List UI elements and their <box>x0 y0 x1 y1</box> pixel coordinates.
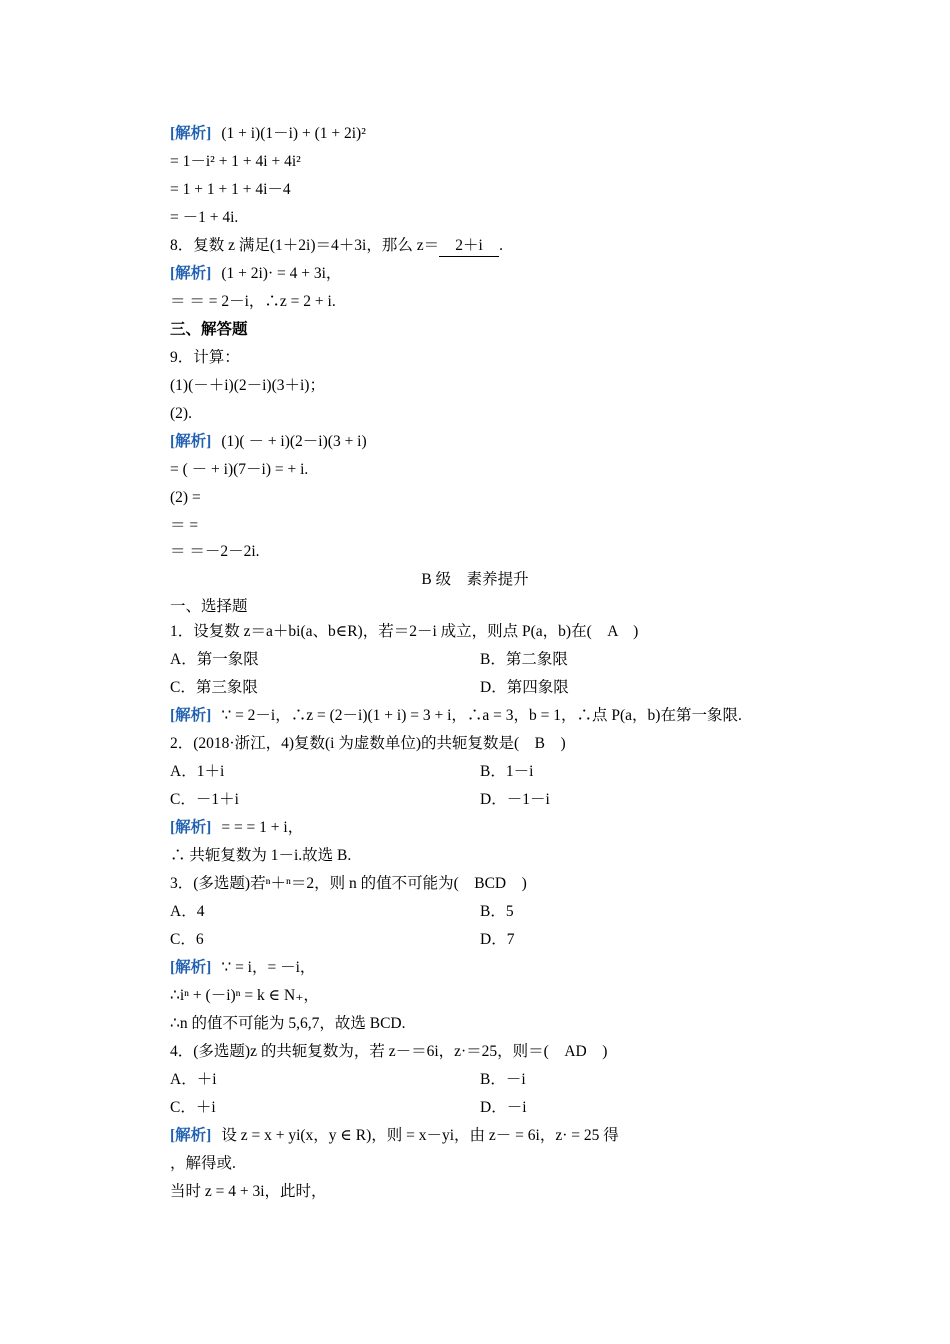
option-a: A．第一象限 <box>170 651 259 668</box>
question-9: 9．计算： <box>170 349 240 366</box>
option-d: D．7 <box>480 931 515 948</box>
question-1: 1．设复数 z＝a＋bi(a、b∈R)，若＝2－i 成立，则点 P(a，b)在( A ) <box>170 623 639 640</box>
question-8 <box>170 236 503 257</box>
question-text: 8．复数 z 满足(1＋2i)＝4＋3i，那么 z＝ <box>170 237 440 254</box>
math-text: ∵ = 2－i，∴z = (2－i)(1 + i) = 3 + i，∴a = 3，b = 1，∴点 P(a，b)在第一象限. <box>221 707 742 724</box>
math-text: (1)( － + i)(2－i)(3 + i) <box>221 433 367 450</box>
option-d: D．－1－i <box>480 791 550 808</box>
math-line: = 1－i² + 1 + 4i + 4i² <box>170 153 301 170</box>
math-line: = 1 + 1 + 1 + 4i－4 <box>170 181 291 198</box>
question-3: 3．(多选题)若ⁿ＋ⁿ＝2，则 n 的值不可能为( BCD ) <box>170 875 527 892</box>
math-text: = = = 1 + i， <box>221 819 304 836</box>
option-d: D．第四象限 <box>480 679 569 696</box>
solution-tag: [解析] <box>170 265 212 282</box>
answer-blank: 2＋i <box>439 236 499 257</box>
solution-line <box>170 264 341 284</box>
punct: . <box>499 237 503 254</box>
solution-line <box>170 706 742 726</box>
math-line: ∴ 共轭复数为 1－i.故选 B. <box>170 847 352 864</box>
math-line: ＝ ＝－2－2i. <box>170 543 260 560</box>
math-line: ＝ ＝ = 2－i，∴z = 2 + i. <box>170 293 336 310</box>
question-9-part2: (2). <box>170 405 192 422</box>
math-line: ＝ = <box>170 517 199 534</box>
solution-tag: [解析] <box>170 707 212 724</box>
math-text: 设 z = x + yi(x，y ∈ R)，则 = x－yi，由 z－ = 6i，z· = 25 得 <box>221 1127 619 1144</box>
math-line: (2) = <box>170 489 201 506</box>
math-line: = ( － + i)(7－i) = + i. <box>170 461 309 478</box>
option-b: B．第二象限 <box>480 651 568 668</box>
option-c: C．＋i <box>170 1099 216 1116</box>
section-b-heading: B 级 素养提升 <box>421 571 529 588</box>
solution-tag: [解析] <box>170 1127 212 1144</box>
option-c: C．6 <box>170 931 204 948</box>
option-c: C．第三象限 <box>170 679 258 696</box>
question-4: 4．(多选题)z 的共轭复数为，若 z－＝6i，z·＝25，则＝( AD ) <box>170 1043 608 1060</box>
option-a: A．＋i <box>170 1071 217 1088</box>
solution-line <box>170 124 366 144</box>
option-b: B．5 <box>480 903 514 920</box>
math-text: ∵ = i，= －i， <box>221 959 316 976</box>
option-b: B．－i <box>480 1071 526 1088</box>
solution-tag: [解析] <box>170 959 212 976</box>
math-line: ，解得或. <box>170 1155 236 1172</box>
math-line: ∴n 的值不可能为 5,6,7，故选 BCD. <box>170 1015 406 1032</box>
solution-line <box>170 958 315 978</box>
solution-tag: [解析] <box>170 433 212 450</box>
question-2: 2．(2018·浙江，4)复数(i 为虚数单位)的共轭复数是( B ) <box>170 735 566 752</box>
option-a: A．4 <box>170 903 205 920</box>
math-line: 当时 z = 4 + 3i，此时， <box>170 1183 327 1200</box>
solution-line <box>170 432 367 452</box>
option-d: D．－i <box>480 1099 527 1116</box>
math-line: = －1 + 4i. <box>170 209 239 226</box>
option-a: A．1＋i <box>170 763 225 780</box>
section-heading: 三、解答题 <box>170 321 248 338</box>
option-c: C．－1＋i <box>170 791 239 808</box>
math-line: ∴iⁿ + (－i)ⁿ = k ∈ N₊， <box>170 987 319 1004</box>
math-text: (1 + i)(1－i) + (1 + 2i)² <box>221 125 366 142</box>
solution-tag: [解析] <box>170 125 212 142</box>
solution-tag: [解析] <box>170 819 212 836</box>
section-heading: 一、选择题 <box>170 598 248 615</box>
solution-line <box>170 1126 619 1146</box>
question-9-part1: (1)(－＋i)(2－i)(3＋i)； <box>170 377 325 394</box>
math-text: (1 + 2i)· = 4 + 3i， <box>221 265 342 282</box>
option-b: B．1－i <box>480 763 534 780</box>
solution-line <box>170 818 303 838</box>
